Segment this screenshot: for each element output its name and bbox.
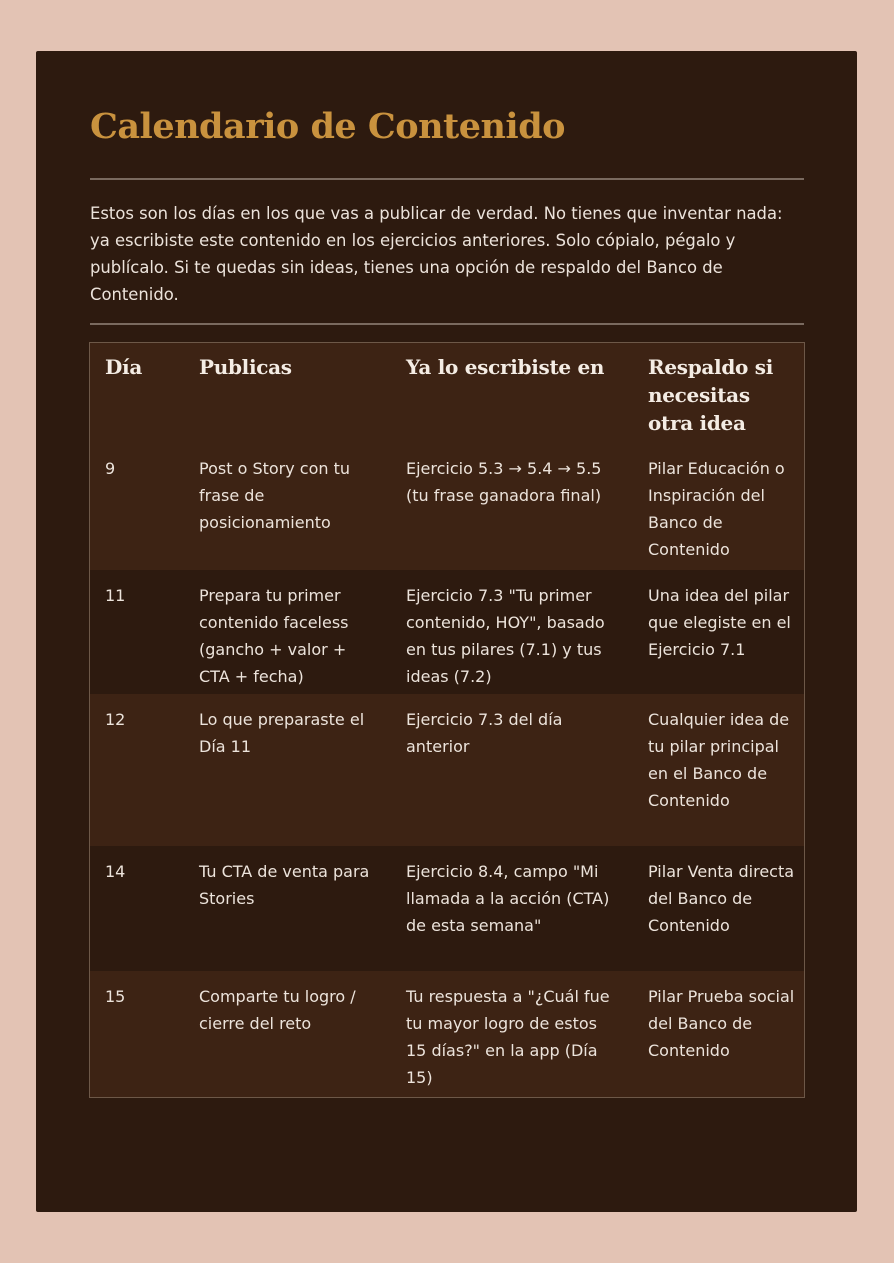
cell-respaldo: Una idea del pilar que elegiste en el Ejercicio 7.1 [648,586,791,659]
table-row [90,570,804,694]
cell-publicas: Tu CTA de venta para Stories [199,862,370,908]
divider-bottom [90,323,804,325]
cell-dia: 11 [105,586,126,605]
cell-dia: 15 [105,987,126,1006]
cell-escrito: Ejercicio 7.3 "Tu primer contenido, HOY", basado en tus pilares (7.1) y tus ideas (7.2) [406,586,605,686]
divider-top [90,178,804,180]
cell-publicas: Comparte tu logro / cierre del reto [199,987,356,1033]
cell-escrito: Ejercicio 8.4, campo "Mi llamada a la acción (CTA) de esta semana" [406,862,610,935]
cell-dia: 9 [105,459,116,478]
table-header-row [90,343,804,443]
cell-respaldo: Cualquier idea de tu pilar principal en el Banco de Contenido [648,710,790,810]
cell-publicas: Prepara tu primer contenido faceless (gancho + valor + CTA + fecha) [199,586,349,686]
table-row [90,971,804,1097]
cell-dia: 12 [105,710,126,729]
intro-paragraph: Estos son los días en los que vas a publicar de verdad. No tienes que inventar nada: ya escribiste este contenido en los ejercicios anteriores. Solo cópialo, pégalo y publícalo. Si te quedas sin ideas, tienes una opción de respaldo del Banco de Contenido. [90,204,783,304]
cell-publicas: Post o Story con tu frase de posicionamiento [199,459,351,532]
cell-respaldo: Pilar Venta directa del Banco de Contenido [648,862,795,935]
table-row [90,846,804,971]
cell-escrito: Ejercicio 7.3 del día anterior [406,710,563,756]
content-calendar-card [36,51,857,1212]
cell-respaldo: Pilar Prueba social del Banco de Contenido [648,987,795,1060]
cell-respaldo: Pilar Educación o Inspiración del Banco de Contenido [648,459,785,559]
header-respaldo: Respaldo si necesitas otra idea [648,355,773,435]
header-dia: Día [105,355,143,379]
calendar-table [89,342,805,1098]
cell-escrito: Tu respuesta a "¿Cuál fue tu mayor logro de estos 15 días?" en la app (Día 15) [406,987,610,1087]
header-ya-lo-escribiste: Ya lo escribiste en [406,355,605,379]
cell-publicas: Lo que preparaste el Día 11 [199,710,365,756]
table-row [90,443,804,570]
cell-escrito: Ejercicio 5.3 → 5.4 → 5.5 (tu frase ganadora final) [406,459,602,505]
header-publicas: Publicas [199,355,292,379]
table-row [90,694,804,846]
cell-dia: 14 [105,862,126,881]
page-title: Calendario de Contenido [90,106,566,147]
